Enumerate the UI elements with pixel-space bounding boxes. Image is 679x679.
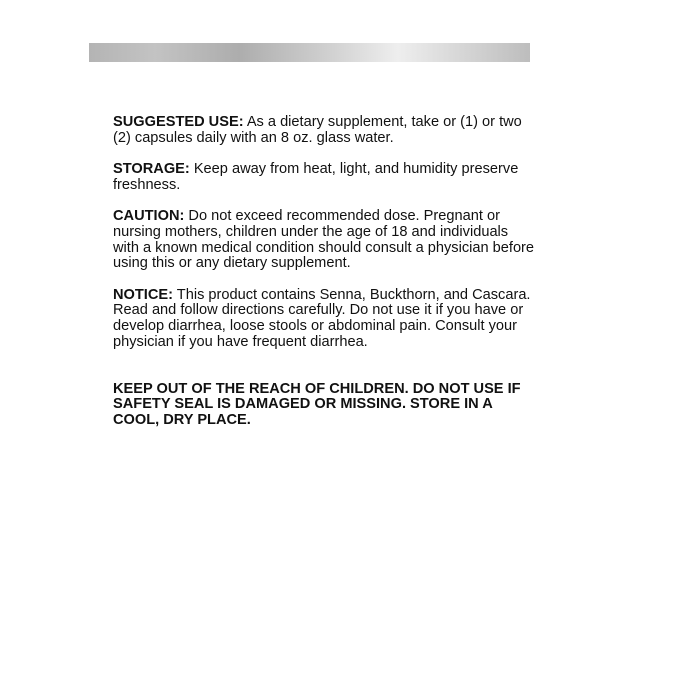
notice-section xyxy=(113,288,538,351)
warning-text: KEEP OUT OF THE REACH OF CHILDREN. DO NOT USE IF SAFETY SEAL IS DAMAGED OR MISSING. STORE IN A COOL, DRY PLACE. xyxy=(113,380,521,428)
header-gradient-bar xyxy=(89,43,530,62)
notice-heading: NOTICE: xyxy=(113,286,173,303)
storage-heading: STORAGE: xyxy=(113,161,190,178)
caution-heading: CAUTION: xyxy=(113,208,185,225)
notice-text: This product contains Senna, Buckthorn, and Cascara. Read and follow directions carefully. Do not use it if you have or develop diarrhea, loose stools or abdominal pain. Consult your physician if you have frequent diarrhea. xyxy=(113,286,531,350)
caution-text: Do not exceed recommended dose. Pregnant or nursing mothers, children under the age of 18 and individuals with a known medical condition should consult a physician before using this or any dietary supplement. xyxy=(113,208,535,272)
suggested-use-heading: SUGGESTED USE: xyxy=(113,114,244,130)
caution-section xyxy=(113,209,538,272)
suggested-use-section xyxy=(113,115,538,146)
label-text-block xyxy=(113,115,538,444)
storage-section xyxy=(113,162,538,193)
suggested-use-text: As a dietary supplement, take or (1) or two (2) capsules daily with an 8 oz. glass water. xyxy=(113,114,522,146)
storage-text: Keep away from heat, light, and humidity preserve freshness. xyxy=(113,161,519,193)
